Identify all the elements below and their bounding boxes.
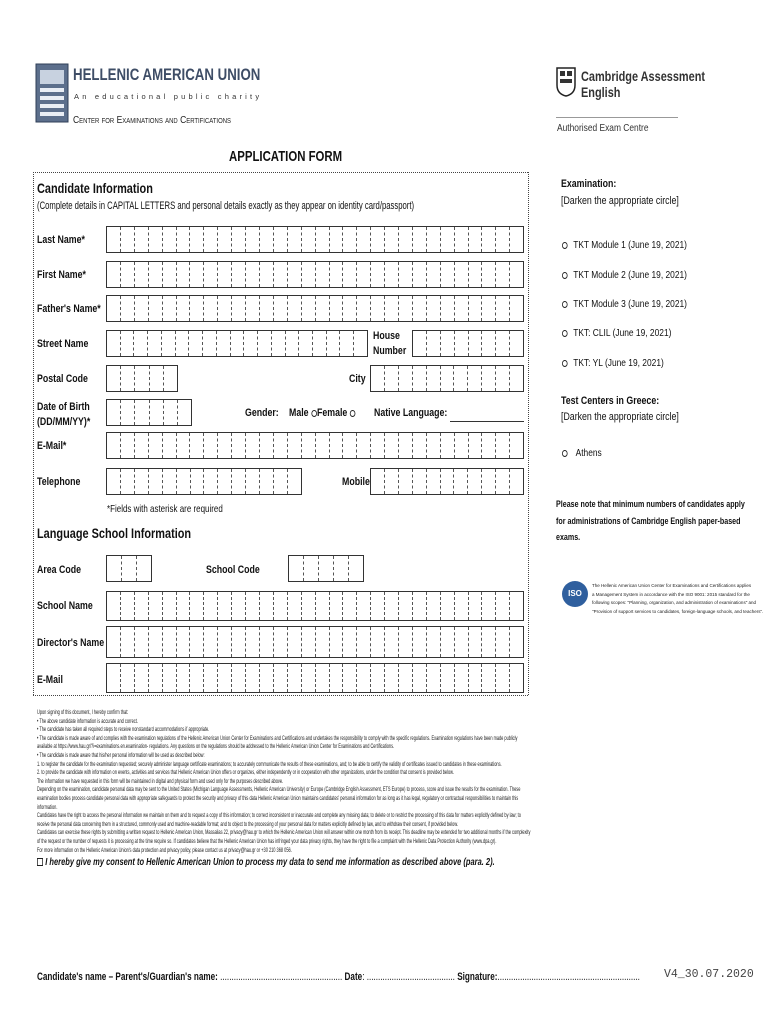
candidate-name-label: Candidate's name – Parent's/Guardian's name:: [37, 971, 218, 983]
postal-code-label: Postal Code: [37, 373, 88, 385]
consent-checkbox-icon[interactable]: [37, 858, 43, 866]
exam-option-label: TKT Module 2 (June 19, 2021): [573, 269, 687, 281]
terms-line: Candidates can exercise these rights by submitting a written request to Hellenic American Union, Massalias 22, privacy@hau.gr to which the Hellenic American Union will answer within one month from its receipt. This deadline may be extended for two additional months if the complexity: [37, 829, 531, 837]
signature-row: [37, 971, 640, 983]
candidate-heading: Candidate Information: [37, 180, 153, 196]
terms-line: available at https://www.hau.gr/?i=examinations.en.examination- regulations. Any questions on the regulations should be addressed to the Hellenic American Union Center for Examinations and Certifications.: [37, 743, 395, 751]
last-name-label: Last Name*: [37, 234, 85, 246]
center-name: Center for Examinations and Certifications: [73, 115, 231, 126]
exam-note-2: for administrations of Cambridge English paper-based: [556, 516, 741, 527]
male-radio-icon[interactable]: [311, 410, 317, 417]
female-option[interactable]: [317, 407, 355, 419]
father-name-field[interactable]: [106, 295, 524, 322]
city-label: City: [349, 373, 366, 385]
exam-heading: Examination:: [561, 178, 617, 190]
school-code-label: School Code: [206, 564, 260, 576]
gender-label: Gender:: [245, 407, 279, 419]
native-language-field[interactable]: [450, 421, 524, 422]
terms-line: 1. to register the candidate for the examination requested; securely administer language certificate examinations; to accurately communicate the results of these examinations, and; to be able to certify the validity of certificates issued to candidates in these examinations.: [37, 760, 502, 768]
signature-field[interactable]: ...............................................................: [497, 971, 640, 983]
house-label-1: House: [373, 330, 400, 342]
terms-line: examination bodies process candidate personal data with appropriate safeguards to protect the security and privacy of this data Hellenic American Union maintains candidates' personal information for as long as it has legal, regulatory or contractual responsibilities to maintain this: [37, 794, 519, 802]
dob-label-1: Date of Birth: [37, 401, 90, 413]
candidate-name-field[interactable]: ......................................................: [220, 971, 343, 983]
terms-line: For more information on the Hellenic American Union's data protection and privacy policy, please contact us at privacy@hau.gr or +30 210 368 056.: [37, 846, 292, 854]
school-heading: Language School Information: [37, 525, 192, 541]
street-name-field[interactable]: [106, 330, 368, 357]
required-note: *Fields with asterisk are required: [107, 503, 223, 515]
exam-option-1[interactable]: [562, 239, 687, 251]
street-name-label: Street Name: [37, 338, 89, 350]
exam-note-1: Please note that minimum numbers of candidates apply: [556, 499, 745, 510]
terms-line: • The candidate is made aware of and complies with the examination regulations of the Hellenic American Union Center for Examinations and Certifications and undertakes the responsibility to comply with the specific regulations. Examination regulations have been made publicly: [37, 734, 518, 742]
first-name-field[interactable]: [106, 261, 524, 288]
first-name-label: First Name*: [37, 269, 86, 281]
exam-instruction: [Darken the appropriate circle]: [561, 195, 679, 207]
female-radio-icon[interactable]: [350, 410, 356, 417]
mobile-label: Mobile: [342, 476, 370, 488]
exam-option-label: TKT Module 1 (June 19, 2021): [573, 239, 687, 251]
exam-option-label: TKT: YL (June 19, 2021): [573, 357, 664, 369]
female-label: Female: [317, 407, 348, 419]
school-name-label: School Name: [37, 600, 93, 612]
iso-statement: [592, 582, 763, 616]
area-code-field[interactable]: [106, 555, 152, 582]
iso-line: following scopes: "Planning, organization, and administration of examinations" and: [592, 600, 757, 605]
exam-option-4[interactable]: [562, 327, 671, 339]
exam-radio-icon[interactable]: [562, 242, 568, 249]
postal-code-field[interactable]: [106, 365, 178, 392]
org-tagline: An educational public charity: [74, 92, 263, 101]
house-label-2: Number: [373, 345, 407, 357]
iso-line: "Provision of support services to candidates, foreign-language schools, and teachers".: [592, 608, 764, 614]
exam-option-5[interactable]: [562, 357, 664, 369]
male-option[interactable]: [289, 407, 317, 419]
native-language-label: Native Language:: [374, 407, 448, 419]
terms-line: • The candidate has taken all required steps to receive nonstandard accommodations if appropriate.: [37, 726, 210, 734]
area-code-label: Area Code: [37, 564, 82, 576]
cambridge-line2: English: [581, 84, 621, 100]
exam-radio-icon[interactable]: [562, 301, 568, 308]
school-email-label: E-Mail: [37, 674, 63, 686]
exam-option-2[interactable]: [562, 269, 687, 281]
version-label: V4_30.07.2020: [664, 968, 754, 981]
terms-line: • The above candidate information is accurate and correct.: [37, 717, 138, 725]
terms-line: Upon signing of this document, I hereby confirm that:: [37, 709, 129, 716]
cambridge-shield-icon: [556, 67, 576, 97]
exam-radio-icon[interactable]: [562, 272, 568, 279]
terms-line: receive the personal data concerning them in a structured, commonly used and machine-readable format; and to object to the processing of your personal data for matters explicitly defined by law, and to withdraw their consent, if provided below.: [37, 820, 459, 828]
exam-option-label: TKT Module 3 (June 19, 2021): [573, 298, 687, 310]
terms-line: • The candidate is made aware that his/her personal information will be used as described below:: [37, 751, 205, 759]
school-email-field[interactable]: [106, 663, 524, 693]
director-name-label: Director's Name: [37, 637, 105, 649]
iso-line: The Hellenic American Union Center for Examinations and Certifications applies: [592, 583, 752, 588]
consent-row[interactable]: [37, 857, 495, 868]
male-label: Male: [289, 407, 309, 419]
cambridge-line1: Cambridge Assessment: [581, 68, 706, 84]
consent-text: I hereby give my consent to Hellenic American Union to process my data to send me information as described above (para. 2).: [45, 857, 495, 868]
center-option-athens[interactable]: [562, 447, 602, 459]
date-field[interactable]: : .......................................: [362, 971, 455, 983]
hau-logo: [35, 62, 69, 126]
date-label: Date: [344, 971, 363, 983]
authorised-centre: Authorised Exam Centre: [557, 122, 649, 134]
center-option-label: Athens: [575, 447, 602, 459]
school-code-field[interactable]: [288, 555, 364, 582]
house-number-field[interactable]: [412, 330, 524, 357]
terms-line: of the request or the number of requests it is processing at the time require so. If candidates believe that the Hellenic American Union has infringed your data privacy rights, they have the right to file a complaint with the Hellenic Data Protection Authority (www.dpa.gr).: [37, 837, 497, 845]
terms-line: information.: [37, 803, 58, 811]
iso-badge-label: ISO: [568, 589, 582, 598]
last-name-field[interactable]: [106, 226, 524, 253]
terms-line: Depending on the examination, candidate personal data may be sent to the United States (Michigan Language Assessments, Hellenic American University) or Europe (Cambridge English Assessment, ETS Europe) to process, score and issue the results for the examination. These: [37, 786, 521, 794]
email-field[interactable]: [106, 432, 524, 459]
terms-line: 2. to provide the candidate with information on events, activities and services that Hellenic American Union offers or organizes, either independently or in cooperation with other organizations, under the condition that consent is provided below.: [37, 769, 454, 777]
exam-option-label: TKT: CLIL (June 19, 2021): [573, 327, 672, 339]
terms-line: The information we have requested in this form will be maintained in digital and physical form and used only for the purposes described above.: [37, 777, 284, 785]
email-label: E-Mail*: [37, 440, 67, 452]
terms-text: [37, 709, 530, 855]
director-name-field[interactable]: [106, 626, 524, 658]
father-name-label: Father's Name*: [37, 303, 101, 315]
centers-heading: Test Centers in Greece:: [561, 395, 660, 407]
org-name: HELLENIC AMERICAN UNION: [73, 65, 261, 84]
exam-radio-icon[interactable]: [562, 360, 568, 367]
signature-label: Signature:: [457, 971, 498, 983]
mobile-field[interactable]: [370, 468, 524, 495]
exam-option-3[interactable]: [562, 298, 687, 310]
terms-line: Candidates have the right to access the personal information we maintain on them and to request a copy of this information; to correct inconsistent or inaccurate and complete any missing data; to delete or to restrict the processing of this data for matters explicitly defined by law; to: [37, 812, 521, 820]
dob-field[interactable]: [106, 399, 192, 426]
center-radio-icon[interactable]: [562, 450, 568, 457]
candidate-instructions: (Complete details in CAPITAL LETTERS and personal details exactly as they appear on identity card/passport): [37, 200, 415, 212]
exam-note-3: exams.: [556, 532, 581, 543]
telephone-field[interactable]: [106, 468, 302, 495]
school-name-field[interactable]: [106, 591, 524, 621]
centers-instruction: [Darken the appropriate circle]: [561, 411, 679, 423]
iso-line: a Management System in accordance with the ISO 9001: 2015 standard for the: [592, 591, 750, 597]
city-field[interactable]: [370, 365, 524, 392]
form-title: APPLICATION FORM: [229, 148, 343, 165]
iso-badge: [562, 581, 588, 607]
dob-label-2: (DD/MM/YY)*: [37, 416, 91, 428]
exam-radio-icon[interactable]: [562, 330, 568, 337]
telephone-label: Telephone: [37, 476, 81, 488]
